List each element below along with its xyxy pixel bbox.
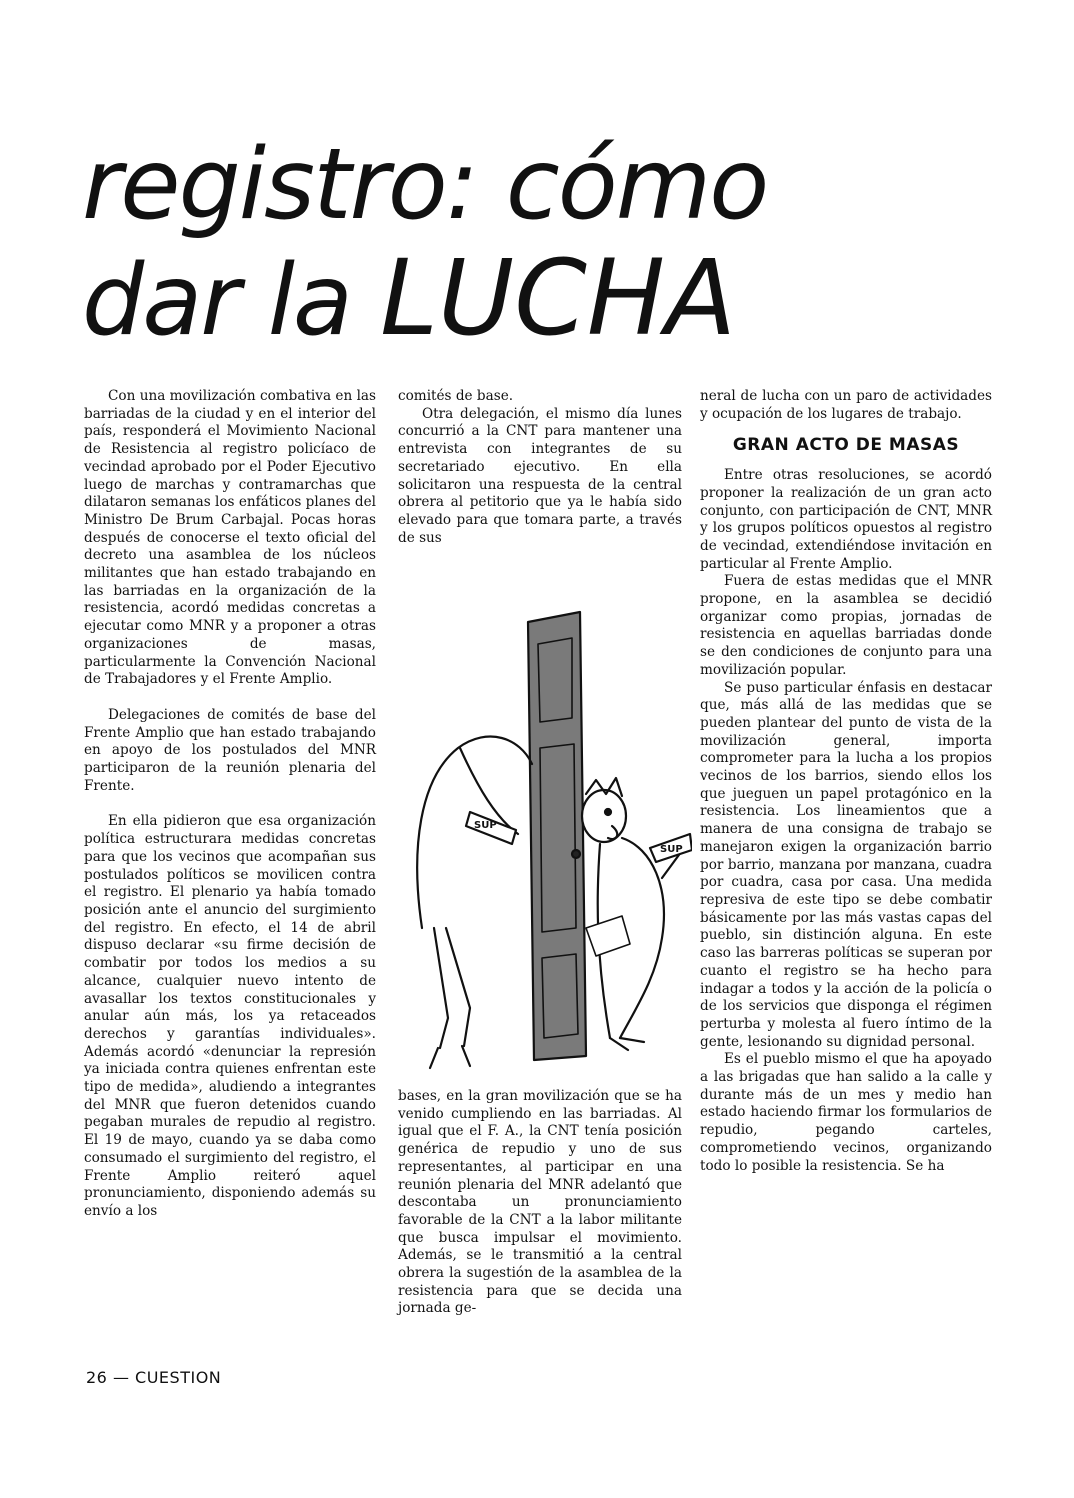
article-column-1 <box>84 388 376 1221</box>
footer-dash: — <box>112 1368 130 1387</box>
paragraph: neral de lucha con un paro de actividades y ocupación de los lugares de trabajo. <box>700 388 992 422</box>
article-title-line-2 <box>82 237 737 359</box>
paragraph: Es el pueblo mismo el que ha apoyado a las brigadas que han salido a la calle y durante más de un mes y medio han estado haciendo firmar los formularios de repudio, pegando carteles, comprometiendo vecinos, organizando todo lo posible la resistencia. Se ha <box>700 1051 992 1174</box>
article-column-3 <box>700 388 992 1175</box>
cartoon-illustration <box>400 598 692 1078</box>
paragraph: Fuera de estas medidas que el MNR propone, en la asamblea se decidió organizar como propias, jornadas de resistencia en aquellas barriadas donde se den condiciones de conjunto para una movilización popular. <box>700 573 992 678</box>
paragraph: Con una movilización combativa en las barriadas de la ciudad y en el interior del país, responderá el Movimiento Nacional de Resistencia al registro policíaco de vecindad aprobado por el Poder Ejecutivo luego de marchas y contramarchas que dilataron semanas los enfáticos planes del Ministro De Brum Carbajal. Pocas horas después de conocerse el texto oficial del decreto una asamblea de los núcleos militantes que han estado trabajando en las barriadas en la organización de la resistencia, acordó medidas concretas a ejecutar como MNR y a proponer a otras organizaciones de masas, particularmente la Convención Nacional de Trabajadores y el Frente Amplio. <box>84 388 377 688</box>
armband-right-label: SUP <box>660 844 683 855</box>
paragraph: bases, en la gran movilización que se ha venido cumpliendo en las barriadas. Al igual que el F. A., la CNT tenía posición genérica de repudio y uno de sus representantes, al participar en una reunión plenaria del MNR adelantó que descontaba un pronunciamiento favorable de la CNT a la labor militante que busca impulsar el movimiento. Además, se le transmitió a la central obrera la sugestión de la asamblea de la resistencia para que se decida una jornada ge- <box>398 1088 682 1317</box>
page-number: 26 <box>86 1368 108 1387</box>
armband-left-label: SUP <box>474 820 497 831</box>
paragraph: comités de base. <box>398 388 514 404</box>
paragraph: En ella pidieron que esa organización política estructurara medidas concretas para que los vecinos que acompañan sus postulados políticos se movilicen contra el registro. El plenario ya había tomado posición ante el anuncio del surgimiento del registro. En efecto, el 14 de abril dispuso declarar «su firme decisión de combatir por todos los medios a su alcance, cualquier nuevo intento de avasallar los textos constitucionales y anular aún más, los ya retaceados derechos y garantías individuales». Además acordó «denunciar la represión ya iniciada contra quienes enfrentan este tipo de medida», aludiendo a integrantes del MNR que fueron detenidos cuando pegaban murales de repudio al registro. El 19 de mayo, cuando ya se daba como consumado el surgimiento del registro, el Frente Amplio reiteró aquel pronunciamiento, disponiendo además su envío a los <box>84 813 376 1219</box>
paragraph: Entre otras resoluciones, se acordó proponer la realización de un gran acto conjunto, con participación de CNT, MNR y los grupos políticos opuestos al registro de vecindad, extendiéndose invitación en particular al Frente Amplio. <box>700 467 992 572</box>
title-prefix: dar la <box>82 244 381 358</box>
publication-name: CUESTION <box>135 1368 222 1387</box>
article-column-2-bottom <box>398 1088 682 1318</box>
paragraph: Delegaciones de comités de base del Frente Amplio que han estado trabajando en apoyo de los postulados del MNR participaron de la reunión plenaria del Frente. <box>84 706 376 794</box>
title-emphasis: LUCHA <box>380 237 737 359</box>
article-column-2-top <box>398 388 682 547</box>
paragraph: Otra delegación, el mismo día lunes concurrió a la CNT para mantener una entrevista con integrantes de su secretariado ejecutivo. En ella solicitaron una respuesta de la central obrera al petitorio que ya le había sido elevado para que tomara parte, a través de sus <box>398 405 682 546</box>
paragraph: Se puso particular énfasis en destacar que, más allá de las medidas que se pueden plantear del punto de vista de la movilización general, importa comprometer para la lucha a los propios vecinos de los barrios, siendo ellos los que jueguen un papel protagónico en la resistencia. Los lineamientos que a manera de una consigna de trabajo se manejaron exigen la organización barrio por barrio, manzana por manzana, cuadra por cuadra, casa por casa. Una medida represiva de este tipo se debe combatir básicamente por las más vastas capas del pueblo, sin distinción alguna. En este caso las barreras políticas se superan por cuanto el registro se ha hecho para indagar a todos y la acción de la policía o de los servicios que disponga el régimen perturba y molesta al fuero íntimo de la gente, lesionando su dignidad personal. <box>700 679 992 1050</box>
page-footer <box>86 1368 221 1387</box>
article-title-line-1: registro: cómo <box>82 128 768 242</box>
section-subheading: GRAN ACTO DE MASAS <box>732 435 960 456</box>
